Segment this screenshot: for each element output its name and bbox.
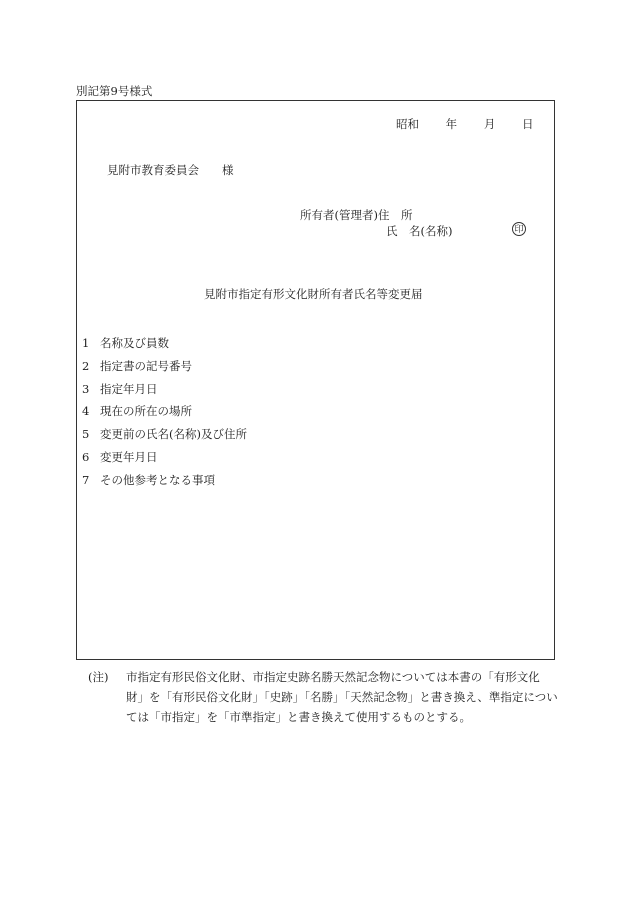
item-number: 4 <box>82 404 90 419</box>
date-year: 年 <box>445 117 458 131</box>
form-frame <box>76 100 555 660</box>
item-text: 名称及び員数 <box>100 336 169 350</box>
item-text: 変更前の氏名(名称)及び住所 <box>100 427 247 442</box>
document-title: 見附市指定有形文化財所有者氏名等変更届 <box>204 287 423 301</box>
item-number: 5 <box>82 427 90 442</box>
list-item <box>82 381 158 396</box>
note-line: ては「市指定」を「市準指定」と書き換えて使用するものとする。 <box>126 710 471 724</box>
date-day: 日 <box>521 117 534 131</box>
form-number-label: 別記第9号様式 <box>76 84 153 98</box>
item-text: その他参考となる事項 <box>100 472 215 487</box>
item-text: 現在の所在の場所 <box>100 404 192 419</box>
addressee: 見附市教育委員会 様 <box>107 163 234 177</box>
note-line: 財」を「有形民俗文化財」「史跡」「名勝」「天然記念物」と書き換え、準指定につい <box>126 690 558 704</box>
note-label: (注) <box>88 670 109 684</box>
item-number: 2 <box>82 358 90 373</box>
item-number: 6 <box>82 450 90 464</box>
item-number: 1 <box>82 336 90 350</box>
date-month: 月 <box>483 117 496 131</box>
item-text: 指定年月日 <box>100 381 158 396</box>
owner-name-label: 氏 名(名称) <box>386 224 453 238</box>
list-item <box>82 338 169 350</box>
note-line: 市指定有形民俗文化財、市指定史跡名勝天然記念物については本書の「有形文化 <box>126 670 540 684</box>
list-item <box>82 429 247 441</box>
list-item <box>82 406 192 418</box>
list-item <box>82 472 215 487</box>
date-line <box>396 119 533 131</box>
item-text: 指定書の記号番号 <box>100 358 192 373</box>
item-number: 3 <box>82 381 90 396</box>
list-item <box>82 358 192 373</box>
item-text: 変更年月日 <box>100 450 158 464</box>
owner-address-label: 所有者(管理者)住 所 <box>300 208 413 222</box>
seal-mark: 印 <box>512 222 526 236</box>
date-era: 昭和 <box>396 117 419 131</box>
list-item <box>82 452 158 464</box>
note-text <box>126 667 558 727</box>
item-number: 7 <box>82 472 90 487</box>
